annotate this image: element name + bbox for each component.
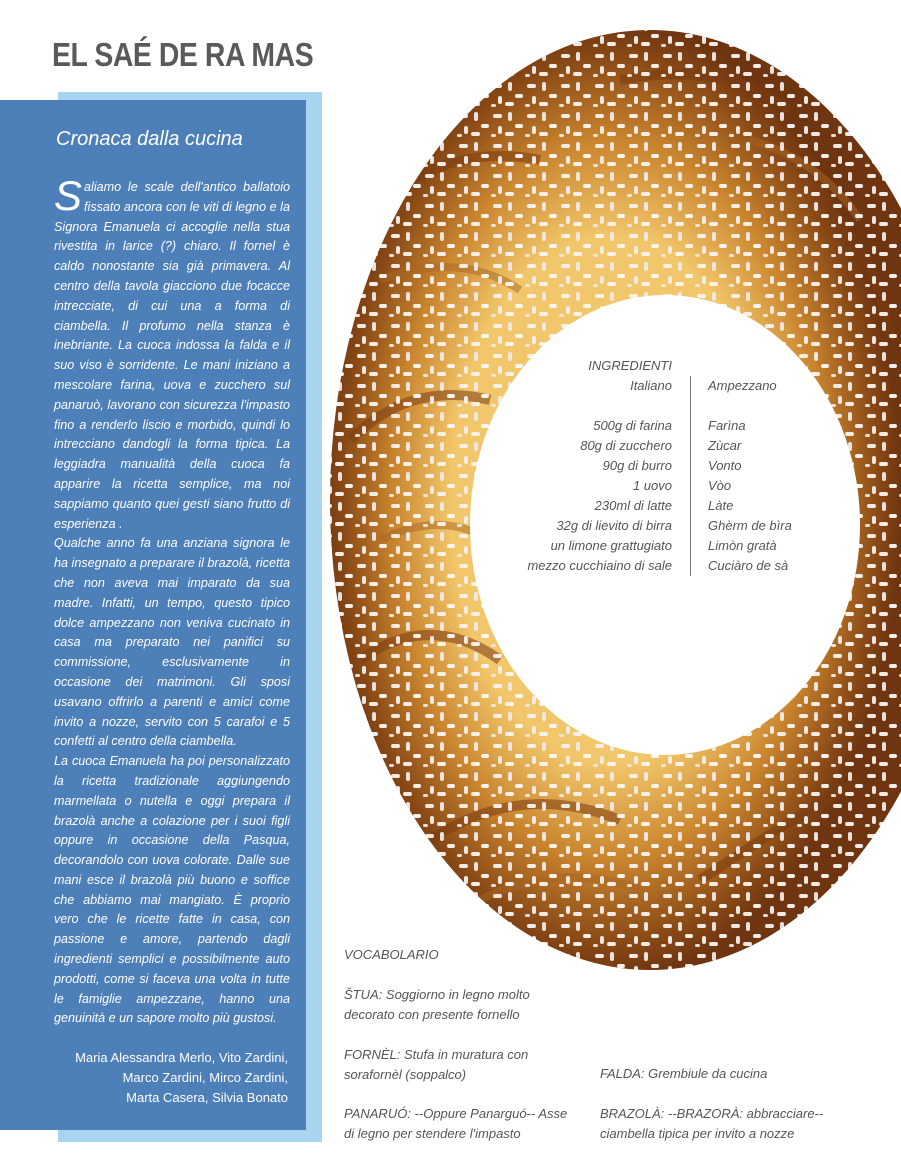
- ingredients-italian-column: [500, 376, 672, 576]
- ingredient-item: Zùcar: [708, 438, 742, 453]
- article-body: [54, 172, 290, 1029]
- ingredient-item: Cuciàro de sà: [708, 558, 789, 573]
- ingredient-item: 90g di burro: [602, 458, 672, 473]
- vocab-entry-panaruo: PANARUÓ: --Oppure Panarguó-- Asse di legno per stendere l'impasto: [344, 1106, 568, 1141]
- ingredient-item: mezzo cucchiaino di sale: [527, 558, 672, 573]
- vocab-entry-fornel: FORNÈL: Stufa in muratura con sorafornèl (soppalco): [344, 1047, 529, 1082]
- paragraph-text: aliamo le scale dell'antico ballatoio fissato ancora con le viti di legno e la Signora Emanuela ci accoglie nella stua rivestita in larice (?) chiaro. Il fornel è caldo nonostante sia già primavera. Al centro della tavola giacciono due focacce intrecciate, di cui una a forma di ciambella. Il profumo nella stanza è inebriante. La cuoca indossa la falda e il suo viso è sorridente. Le mani iniziano a mescolare farina, uova e zucchero sul panaruò, lavorano con sicurezza l'impasto fino a renderlo liscio e morbido, quindi lo intrecciano dandogli la forma tipica. La leggiadra manualità della cuoca fa apparire la ricetta semplice, ma noi sappiamo quanto quei gesti siano frutto di esperienza .: [54, 180, 290, 531]
- page-title: EL SAÉ DE RA MAS: [52, 36, 314, 73]
- ingredient-item: un limone grattugiato: [550, 538, 672, 553]
- authors: [28, 1048, 288, 1108]
- ingredient-item: Vòo: [708, 478, 732, 493]
- vocabulary-heading: VOCABOLARIO: [344, 947, 439, 962]
- ingredient-item: 1 uovo: [632, 478, 672, 493]
- ingredients-heading: INGREDIENTI: [588, 358, 672, 373]
- article-paragraph-1: [54, 172, 290, 534]
- ampezzano-label: Ampezzano: [708, 378, 777, 393]
- ingredient-item: Làte: [708, 498, 734, 513]
- vocab-entry-stua: ŠTUA: Soggiorno in legno molto decorato con presente fornello: [344, 987, 530, 1022]
- ingredient-item: Ghèrm de bìra: [708, 518, 792, 533]
- ingredient-item: 230ml di latte: [594, 498, 672, 513]
- italian-label: Italiano: [630, 378, 672, 393]
- drop-cap: S: [54, 172, 83, 219]
- vocab-entry-falda: FALDA: Grembiule da cucina: [600, 1066, 768, 1081]
- author-line: Maria Alessandra Merlo, Vito Zardini,: [75, 1050, 288, 1065]
- author-line: Marco Zardini, Mirco Zardini,: [122, 1070, 288, 1085]
- ingredient-item: Vonto: [708, 458, 742, 473]
- ingredient-item: Limòn gratà: [708, 538, 777, 553]
- ingredient-item: 32g di lievito di birra: [556, 518, 672, 533]
- author-line: Marta Casera, Silvia Bonato: [126, 1090, 288, 1105]
- article-sidebar: [0, 100, 306, 1130]
- ingredient-item: 80g di zucchero: [580, 438, 672, 453]
- column-divider: [690, 376, 691, 576]
- article-paragraph-3: La cuoca Emanuela ha poi personalizzato la ricetta tradizionale aggiungendo marmellata o nutella e oggi prepara il brazolà anche a colazione per i suoi figli oppure in occasione della Pasqua, decorandolo con uova colorate. Dalle sue mani esce il brazolà più buono e soffice che abbiamo mai mangiato. È proprio vero che le ricette fatte in casa, con passione e amore, partendo dagli ingredienti semplici e possibilmente auto prodotti, come si faceva una volta in tutte le famiglie ampezzane, hanno una genuinità e un sapore molto più gustosi.: [54, 754, 290, 1026]
- vocab-entry-brazola: BRAZOLÀ: --BRAZORÀ: abbracciare-- ciambella tipica per invito a nozze: [600, 1106, 824, 1141]
- article-heading: Cronaca dalla cucina: [56, 128, 243, 150]
- ingredients-ampezzano-column: [708, 376, 828, 576]
- ingredient-item: Farìna: [708, 418, 746, 433]
- article-paragraph-2: Qualche anno fa una anziana signora le ha insegnato a preparare il brazolà, ricetta che non aveva mai imparato da sua madre. Infatti, un tempo, questo tipico dolce ampezzano non veniva cucinato in casa ma preparato nei panifici su commissione, esclusivamente in occasione dei matrimoni. Gli sposi usavano offrirlo a parenti e amici come invito a nozze, servito con 5 carafoi e 5 confetti al centro della ciambella.: [54, 536, 290, 749]
- ingredient-item: 500g di farina: [593, 418, 672, 433]
